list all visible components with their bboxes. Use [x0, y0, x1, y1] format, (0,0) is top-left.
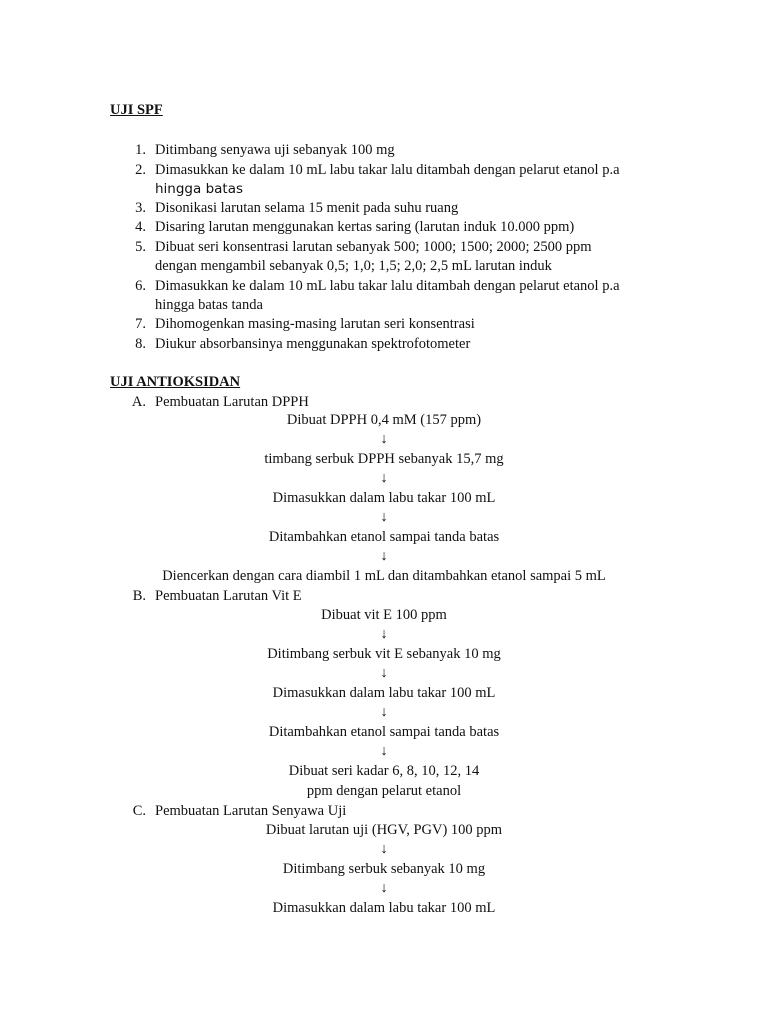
arrow-down-icon: ↓: [380, 665, 388, 681]
flow-step: Ditimbang serbuk vit E sebanyak 10 mg: [267, 646, 501, 662]
arrow-down-icon: ↓: [380, 470, 388, 486]
document-page: UJI SPF 1. Ditimbang senyawa uji sebanyak 100 mg 2. Dimasukkan ke dalam 10 mL labu takar lalu ditambah dengan pelarut etanol p.a hingga batas 3. Disonikasi larutan selama 15 menit pada suhu ruang 4. Disaring larutan menggunakan kertas saring (larutan induk 10.000 ppm) 5. Dibuat seri konsentrasi larutan sebanyak 500; 1000; 1500; 2000; 2500 ppm dengan mengambil sebanyak 0,5; 1,0; 1,5; 2,0; 2,5 mL larutan induk 6. Dimasukkan ke dalam 10 mL labu takar lalu ditambah dengan pelarut etanol p.a hingga batas tanda 7. Dihomogenkan masing-masing larutan seri konsentrasi 8. Diukur absorbansinya menggunakan spektrofotometer UJI ANTIOKSIDAN A. Pembuatan Larutan DPPH Dibuat DPPH 0,4 mM (157 ppm) ↓ timbang serbuk DPPH sebanyak 15,7 mg ↓ Dimasukkan dalam labu takar 100 mL ↓ Ditambahkan etanol sampai tanda batas ↓ Diencerkan dengan cara diambil 1 mL dan ditambahkan etanol sampai 5 mL B. Pembuatan Larutan Vit E Dibuat vit E 100 ppm ↓ Ditimbang serbuk vit E sebanyak 10 mg ↓ Dimasukkan dalam labu takar 100 mL ↓ Ditambahkan etanol sampai tanda batas ↓ Dibuat seri kadar 6, 8, 10, 12, 14 ppm dengan pelarut etanol C. Pembuatan Larutan Senyawa Uji Dibuat larutan uji (HGV, PGV) 100 ppm ↓ Ditimbang serbuk sebanyak 10 mg ↓ Dimasukkan dalam labu takar 100 mL: [0, 0, 768, 1024]
flow-step: Dibuat vit E 100 ppm: [321, 607, 447, 623]
arrow-down-icon: ↓: [380, 626, 388, 642]
flow-step: Dimasukkan dalam labu takar 100 mL: [272, 685, 496, 701]
spf-heading: UJI SPF: [110, 102, 163, 118]
antioksidan-heading: UJI ANTIOKSIDAN: [110, 374, 241, 390]
flow-step: Ditimbang serbuk sebanyak 10 mg: [282, 861, 486, 877]
arrow-down-icon: ↓: [380, 841, 388, 857]
arrow-down-icon: ↓: [380, 548, 388, 564]
arrow-down-icon: ↓: [380, 509, 388, 525]
arrow-down-icon: ↓: [380, 704, 388, 720]
flow-step: timbang serbuk DPPH sebanyak 15,7 mg: [264, 451, 504, 467]
flow-step: Diencerkan dengan cara diambil 1 mL dan ditambahkan etanol sampai 5 mL: [162, 568, 606, 584]
flow-step: Ditambahkan etanol sampai tanda batas: [268, 529, 500, 545]
flow-step: Dibuat larutan uji (HGV, PGV) 100 ppm: [265, 822, 503, 838]
flow-step: Ditambahkan etanol sampai tanda batas: [268, 724, 500, 740]
flow-step: Dibuat DPPH 0,4 mM (157 ppm): [286, 412, 482, 428]
flow-step: Dimasukkan dalam labu takar 100 mL: [272, 900, 496, 916]
arrow-down-icon: ↓: [380, 431, 388, 447]
flow-step: Dibuat seri kadar 6, 8, 10, 12, 14: [288, 763, 480, 779]
flow-step: ppm dengan pelarut etanol: [306, 783, 462, 799]
flow-step: Dimasukkan dalam labu takar 100 mL: [272, 490, 496, 506]
arrow-down-icon: ↓: [380, 743, 388, 759]
arrow-down-icon: ↓: [380, 880, 388, 896]
